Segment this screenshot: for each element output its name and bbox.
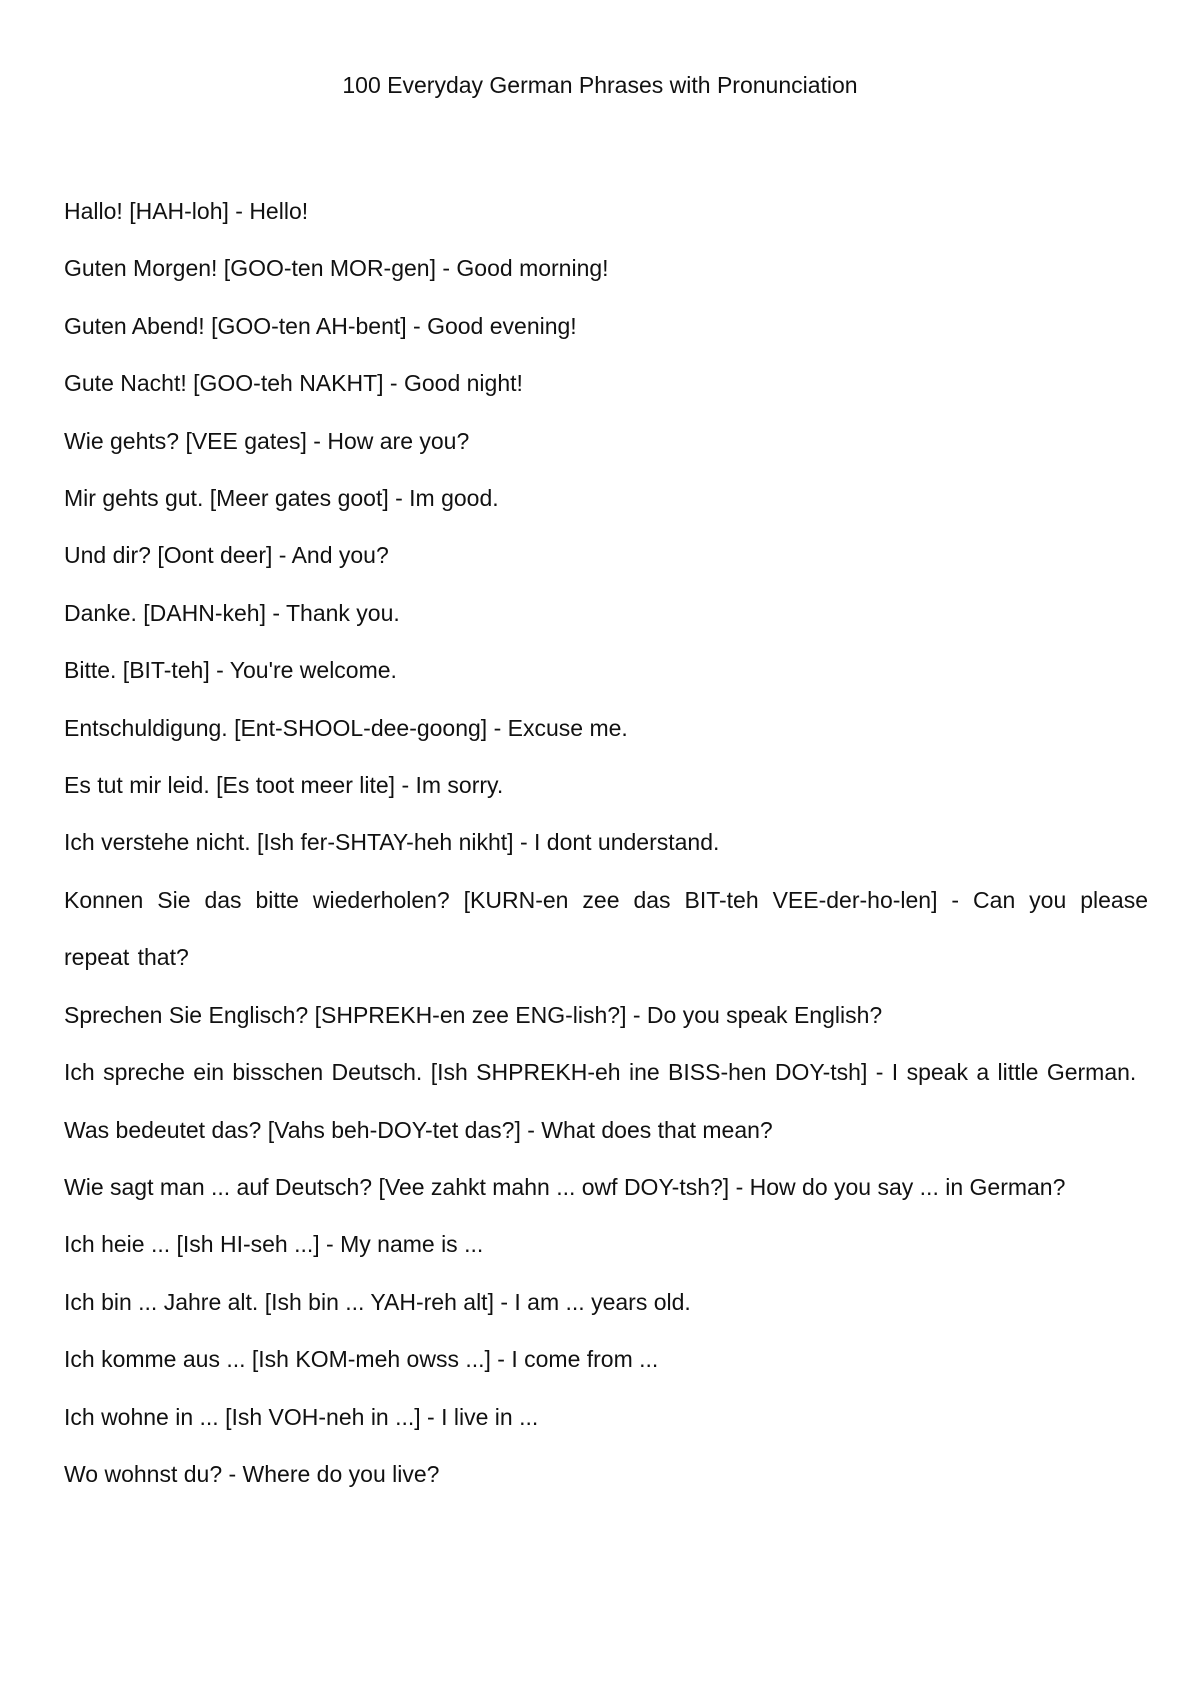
phrase-line: Ich bin ... Jahre alt. [Ish bin ... YAH-reh alt] - I am ... years old. [64, 1288, 691, 1315]
phrase-line: Und dir? [Oont deer] - And you? [64, 542, 389, 569]
phrase-line: Danke. [DAHN-keh] - Thank you. [64, 599, 400, 626]
phrase-line: Bitte. [BIT-teh] - You're welcome. [64, 657, 397, 684]
phrase-line: Ich verstehe nicht. [Ish fer-SHTAY-heh nikht] - I dont understand. [64, 829, 720, 856]
phrase-line: Wie gehts? [VEE gates] - How are you? [64, 427, 470, 454]
phrase-line: Guten Morgen! [GOO-ten MOR-gen] - Good morning! [64, 255, 609, 282]
phrase-line: Sprechen Sie Englisch? [SHPREKH-en zee ENG-lish?] - Do you speak English? [64, 1001, 883, 1028]
phrase-line: Hallo! [HAH-loh] - Hello! [64, 198, 309, 224]
phrase-line: Was bedeutet das? [Vahs beh-DOY-tet das?] - What does that mean? [64, 1116, 773, 1143]
phrase-line: Entschuldigung. [Ent-SHOOL-dee-goong] - Excuse me. [64, 714, 628, 741]
phrase-line: Ich spreche ein bisschen Deutsch. [Ish SHPREKH-eh ine BISS-hen DOY-tsh] - I speak a little German. [64, 1059, 1137, 1086]
phrase-line: Ich heie ... [Ish HI-seh ...] - My name is ... [64, 1231, 484, 1258]
phrase-line: Guten Abend! [GOO-ten AH-bent] - Good evening! [64, 312, 577, 339]
phrase-line: Konnen Sie das bitte wiederholen? [KURN-en zee das BIT-teh VEE-der-ho-len] - Can you please repeat that? [64, 886, 1148, 971]
phrase-line: Wo wohnst du? - Where do you live? [64, 1460, 440, 1487]
phrase-list [64, 183, 1148, 1503]
phrase-line: Ich wohne in ... [Ish VOH-neh in ...] - I live in ... [64, 1403, 539, 1430]
document-title: 100 Everyday German Phrases with Pronunciation [342, 72, 858, 98]
phrase-line: Gute Nacht! [GOO-teh NAKHT] - Good night! [64, 370, 523, 397]
phrase-line: Wie sagt man ... auf Deutsch? [Vee zahkt mahn ... owf DOY-tsh?] - How do you say ... in German? [64, 1173, 1066, 1200]
phrase-line: Mir gehts gut. [Meer gates goot] - Im good. [64, 485, 499, 512]
phrase-line: Ich komme aus ... [Ish KOM-meh owss ...] - I come from ... [64, 1346, 659, 1373]
phrase-line: Es tut mir leid. [Es toot meer lite] - Im sorry. [64, 772, 504, 799]
